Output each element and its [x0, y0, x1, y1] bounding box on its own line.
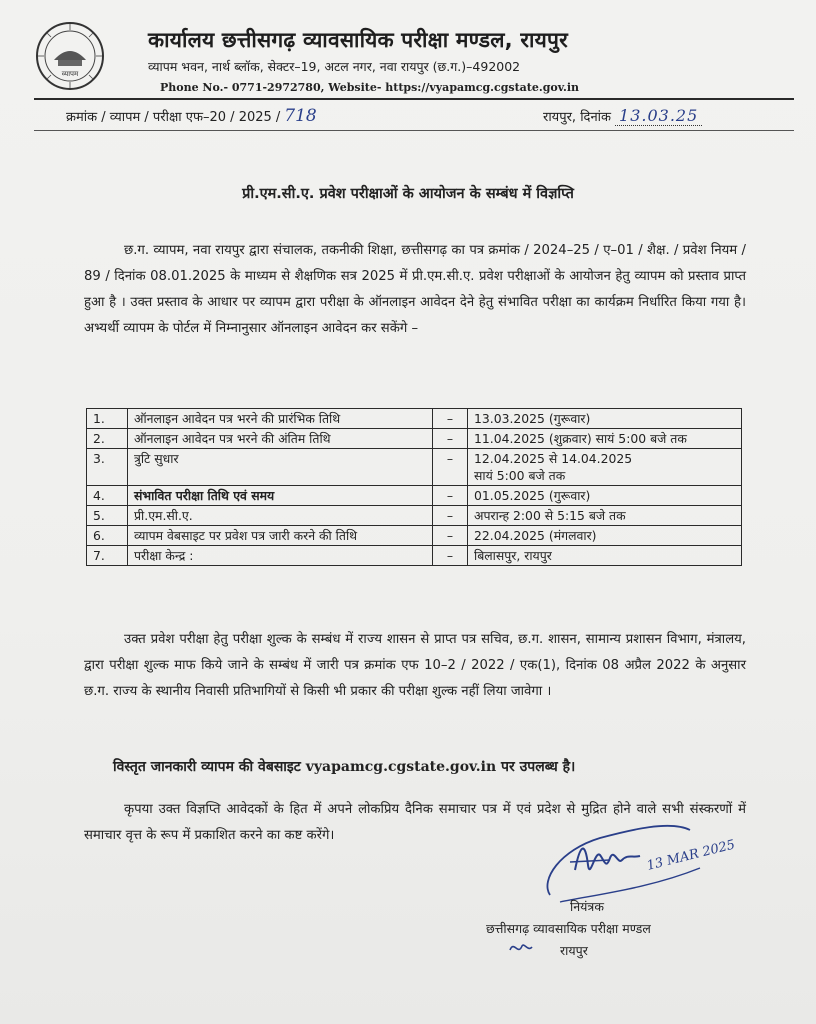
signatory-organization: छत्तीसगढ़ व्यावसायिक परीक्षा मण्डल	[486, 921, 651, 936]
schedule-row-dash-text: –	[446, 431, 454, 446]
office-address: व्यापम भवन, नार्थ ब्लॉक, सेक्टर–19, अटल नगर, नवा रायपुर (छ.ग.)–492002	[148, 59, 521, 74]
schedule-row-value	[468, 449, 742, 486]
schedule-row-dash-text: –	[446, 508, 454, 523]
schedule-row-value-text: 11.04.2025 (शुक्रवार) सायं 5:00 बजे तक	[474, 431, 687, 446]
schedule-row-dash-text: –	[446, 528, 454, 543]
schedule-row-value	[468, 409, 742, 429]
schedule-row-value	[468, 486, 742, 506]
schedule-row-number	[87, 526, 128, 546]
schedule-row-dash	[433, 526, 468, 546]
paragraph-intro	[84, 238, 746, 342]
signatory-city: रायपुर	[560, 943, 588, 958]
schedule-row-number	[87, 506, 128, 526]
schedule-row-value-text: 13.03.2025 (गुरूवार)	[474, 411, 591, 426]
schedule-row	[87, 526, 742, 546]
schedule-row-number-text: 4.	[93, 488, 105, 503]
initials-mark-icon	[508, 938, 534, 956]
website-link[interactable]: vyapamcg.cgstate.gov.in	[305, 759, 497, 775]
schedule-row-dash-text: –	[446, 451, 454, 466]
schedule-row-description	[128, 506, 433, 526]
schedule-row-value-text: अपरान्ह 2:00 से 5:15 बजे तक	[474, 508, 626, 523]
schedule-row-dash	[433, 429, 468, 449]
paragraph-intro-text: छ.ग. व्यापम, नवा रायपुर द्वारा संचालक, तकनीकी शिक्षा, छत्तीसगढ़ का पत्र क्रमांक / 2024–25 / ए–01 / शैक्ष. / प्रवेश नियम / 89 / दिनांक 08.01.2025 के माध्यम से शैक्षणिक सत्र 2025 में प्री.एम.सी.ए. प्रवेश परीक्षाओं के आयोजन हेतु व्यापम को प्रस्ताव प्राप्त हुआ है । उक्त प्रस्ताव के आधार पर व्यापम द्वारा परीक्षा के ऑनलाइन आवेदन देने हेतु संभावित परीक्षा का कार्यक्रम निर्धारित किया गया है। अभ्यर्थी व्यापम के पोर्टल में निम्नानुसार ऑनलाइन आवेदन कर सकेंगे –	[84, 243, 746, 336]
schedule-row-number	[87, 409, 128, 429]
schedule-row-dash-text: –	[446, 411, 454, 426]
schedule-row	[87, 486, 742, 506]
schedule-row	[87, 429, 742, 449]
reference-number: 718	[284, 106, 317, 126]
handwritten-date: 13.03.25	[615, 106, 702, 126]
schedule-row-description	[128, 486, 433, 506]
schedule-row-value-text: 12.04.2025 से 14.04.2025	[474, 451, 633, 466]
paragraph-fee-text: उक्त प्रवेश परीक्षा हेतु परीक्षा शुल्क के सम्बंध में राज्य शासन से प्राप्त पत्र सचिव, छ.ग. शासन, सामान्य प्रशासन विभाग, मंत्रालय, द्वारा परीक्षा शुल्क माफ किये जाने के सम्बंध में जारी पत्र क्रमांक एफ 10–2 / 2022 / एक(1), दिनांक 08 अप्रैल 2022 के अनुसार छ.ग. राज्य के स्थानीय निवासी प्रतिभागियों से किसी भी प्रकार की परीक्षा शुल्क नहीं लिया जावेगा ।	[84, 632, 746, 699]
schedule-row-description	[128, 526, 433, 546]
schedule-row-number	[87, 429, 128, 449]
signature-icon	[540, 810, 740, 910]
schedule-row-value-text: 01.05.2025 (गुरूवार)	[474, 488, 591, 503]
notice-subject: प्री.एम.सी.ए. प्रवेश परीक्षाओं के आयोजन के सम्बंध में विज्ञप्ति	[242, 186, 574, 202]
reference-prefix: क्रमांक / व्यापम / परीक्षा एफ–20 / 2025 /	[66, 110, 281, 125]
svg-text:व्यापम: व्यापम	[61, 70, 79, 78]
schedule-row-dash	[433, 546, 468, 566]
schedule-row-number-text: 2.	[93, 431, 105, 446]
schedule-row-value-text: बिलासपुर, रायपुर	[474, 548, 552, 563]
schedule-row-description-text: ऑनलाइन आवेदन पत्र भरने की प्रारंभिक तिथि	[134, 411, 341, 426]
signatory-designation: नियंत्रक	[570, 899, 604, 914]
date-line	[543, 106, 702, 125]
schedule-row-dash	[433, 506, 468, 526]
schedule-row-number	[87, 546, 128, 566]
schedule-row-description-text: प्री.एम.सी.ए.	[134, 508, 193, 523]
schedule-row-value	[468, 546, 742, 566]
schedule-row-value-line2: सायं 5:00 बजे तक	[474, 468, 566, 483]
schedule-row-dash	[433, 449, 468, 486]
schedule-row-description	[128, 409, 433, 429]
schedule-row-number-text: 1.	[93, 411, 105, 426]
schedule-row-description	[128, 546, 433, 566]
info-suffix: पर उपलब्ध है।	[501, 759, 576, 775]
reference-line	[66, 106, 317, 126]
paragraph-fee	[84, 627, 746, 705]
schedule-row-description-text: व्यापम वेबसाइट पर प्रवेश पत्र जारी करने की तिथि	[134, 528, 358, 543]
schedule-row-dash	[433, 486, 468, 506]
schedule-row-number	[87, 486, 128, 506]
schedule-row-number	[87, 449, 128, 486]
schedule-row	[87, 546, 742, 566]
schedule-row-description-text: त्रुटि सुधार	[134, 451, 179, 466]
schedule-row-number-text: 3.	[93, 451, 105, 466]
schedule-row-description-text: संभावित परीक्षा तिथि एवं समय	[134, 488, 275, 503]
schedule-row	[87, 506, 742, 526]
schedule-row-value	[468, 429, 742, 449]
schedule-row-value	[468, 506, 742, 526]
schedule-row-description	[128, 449, 433, 486]
reference-divider	[34, 130, 794, 131]
schedule-row-dash	[433, 409, 468, 429]
office-title: कार्यालय छत्तीसगढ़ व्यावसायिक परीक्षा मण्डल, रायपुर	[148, 28, 568, 52]
schedule-row-description-text: परीक्षा केन्द्र :	[134, 548, 194, 563]
schedule-row-number-text: 7.	[93, 548, 105, 563]
header-divider	[34, 98, 794, 100]
schedule-row	[87, 449, 742, 486]
schedule-row-dash-text: –	[446, 548, 454, 563]
schedule-row-description-text: ऑनलाइन आवेदन पत्र भरने की अंतिम तिथि	[134, 431, 331, 446]
schedule-row-number-text: 6.	[93, 528, 105, 543]
schedule-row	[87, 409, 742, 429]
svg-text:13 MAR 2025: 13 MAR 2025	[645, 837, 737, 874]
schedule-row-value	[468, 526, 742, 546]
schedule-row-value-text: 22.04.2025 (मंगलवार)	[474, 528, 597, 543]
date-label: रायपुर, दिनांक	[543, 110, 612, 125]
schedule-row-number-text: 5.	[93, 508, 105, 523]
vyapam-logo-icon	[34, 20, 106, 92]
website-info-line	[113, 757, 575, 776]
info-prefix: विस्तृत जानकारी व्यापम की वेबसाइट	[113, 759, 301, 775]
schedule-row-dash-text: –	[446, 488, 454, 503]
schedule-table	[86, 408, 742, 566]
paragraph-request-text: कृपया उक्त विज्ञप्ति आवेदकों के हित में अपने लोकप्रिय दैनिक समाचार पत्र में एवं प्रदेश से मुद्रित होने वाले सभी संस्करणों में समाचार वृत्त के रूप में प्रकाशित करने का कष्ट करेंगे।	[84, 802, 746, 843]
schedule-row-description	[128, 429, 433, 449]
office-contact: Phone No.- 0771-2972780, Website- https://vyapamcg.cgstate.gov.in	[160, 81, 580, 94]
